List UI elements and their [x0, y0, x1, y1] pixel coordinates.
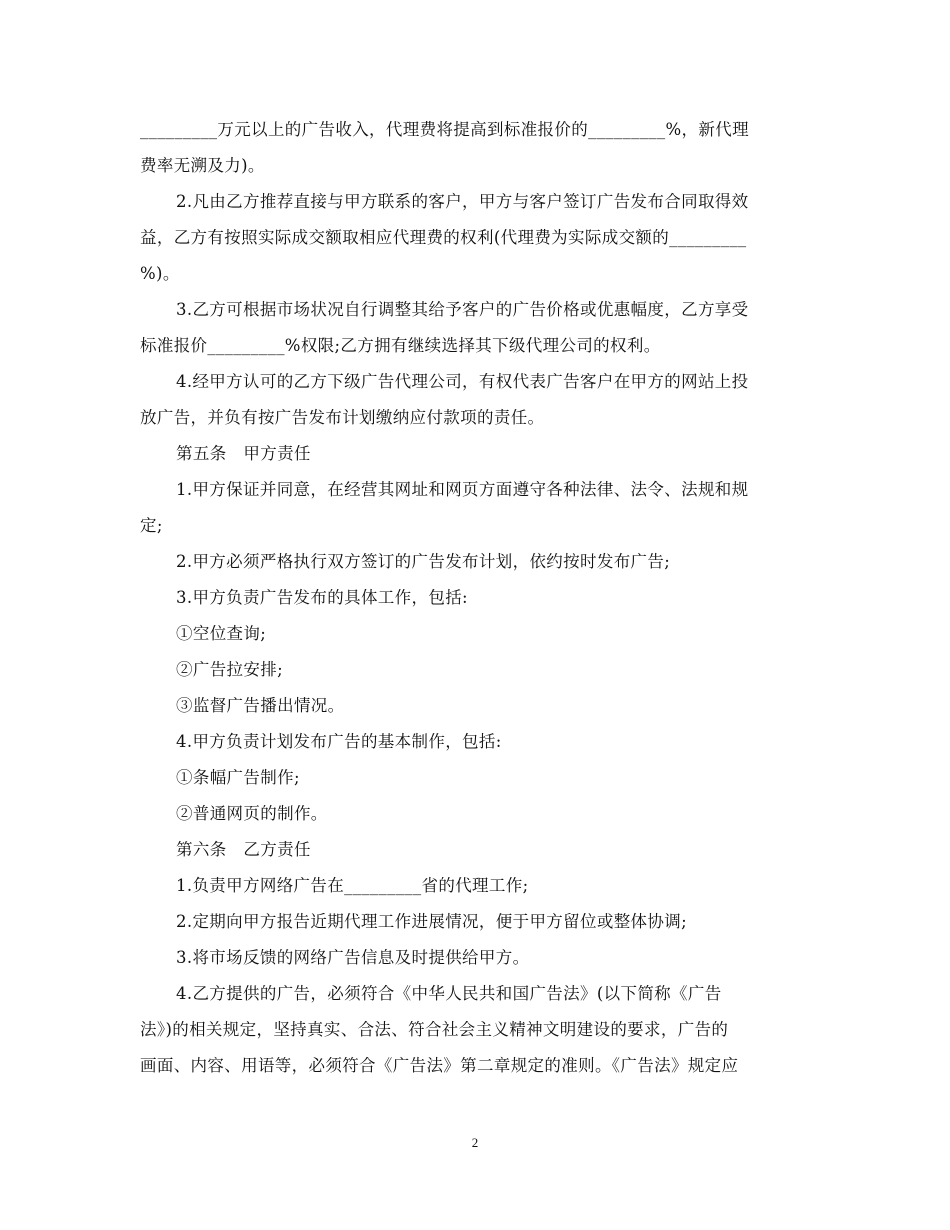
text-line: 放广告，并负有按广告发布计划缴纳应付款项的责任。 [140, 408, 545, 427]
text-line: %)。 [140, 264, 180, 283]
list-item: ③监督广告播出情况。 [176, 696, 345, 715]
text-line: 益，乙方有按照实际成交额取相应代理费的权利(代理费为实际成交额的_________ [140, 228, 747, 247]
text-line: 3.甲方负责广告发布的具体工作，包括: [176, 588, 468, 607]
page-number: 2 [471, 1135, 479, 1150]
text-line: 标准报价_________%权限;乙方拥有继续选择其下级代理公司的权利。 [140, 336, 661, 355]
text-line: 1.甲方保证并同意，在经营其网址和网页方面遵守各种法律、法令、法规和规 [176, 480, 749, 499]
text-line: _________万元以上的广告收入，代理费将提高到标准报价的_________%，新代理 [140, 120, 749, 139]
text-line: 4.经甲方认可的乙方下级广告代理公司，有权代表广告客户在甲方的网站上投 [176, 372, 749, 391]
text-line: 3.乙方可根据市场状况自行调整其给予客户的广告价格或优惠幅度，乙方享受 [176, 300, 749, 319]
list-item: ②普通网页的制作。 [176, 804, 328, 823]
list-item: ①空位查询; [176, 624, 267, 643]
text-line: 2.凡由乙方推荐直接与甲方联系的客户，甲方与客户签订广告发布合同取得效 [176, 192, 749, 211]
text-line: 1.负责甲方网络广告在_________省的代理工作; [176, 876, 529, 895]
section-heading: 第五条 甲方责任 [176, 444, 311, 463]
text-line: 3.将市场反馈的网络广告信息及时提供给甲方。 [176, 948, 530, 967]
section-heading: 第六条 乙方责任 [176, 840, 311, 859]
document-body [140, 112, 812, 1084]
text-line: 2.甲方必须严格执行双方签订的广告发布计划，依约按时发布广告; [176, 552, 671, 571]
list-item: ②广告拉安排; [176, 660, 284, 679]
text-line: 4.甲方负责计划发布广告的基本制作，包括: [176, 732, 502, 751]
text-line: 定; [140, 516, 163, 535]
text-line: 2.定期向甲方报告近期代理工作进展情况，便于甲方留位或整体协调; [176, 912, 688, 931]
text-line: 4.乙方提供的广告，必须符合《中华人民共和国广告法》(以下简称《广告 [176, 984, 722, 1003]
list-item: ①条幅广告制作; [176, 768, 300, 787]
text-line: 费率无溯及力)。 [140, 156, 265, 175]
text-line: 画面、内容、用语等，必须符合《广告法》第二章规定的准则。《广告法》规定应 [140, 1056, 739, 1075]
text-line: 法》)的相关规定，坚持真实、合法、符合社会主义精神文明建设的要求，广告的 [140, 1020, 729, 1039]
